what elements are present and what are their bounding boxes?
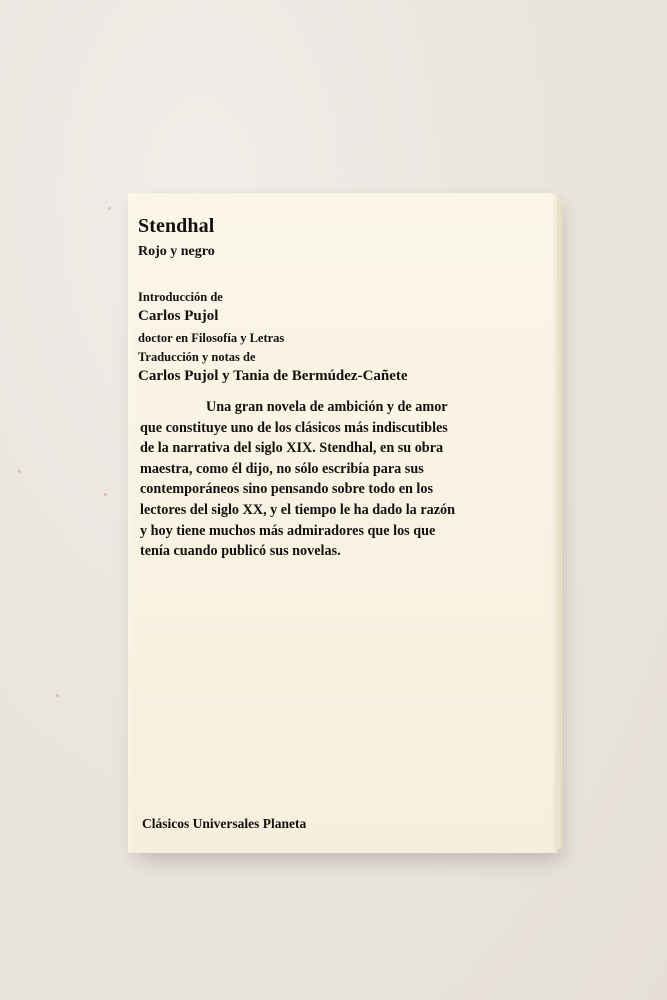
page-edges — [557, 197, 562, 849]
introduction-label: Introducción de — [138, 290, 223, 304]
backdrop-speck — [108, 207, 111, 210]
blurb-line: contemporáneos sino pensando sobre todo en los — [140, 481, 433, 498]
backdrop-speck — [56, 694, 59, 697]
translators: Carlos Pujol y Tania de Bermúdez-Cañete — [138, 368, 408, 384]
blurb-paragraph — [140, 397, 548, 562]
introduction-author: Carlos Pujol — [138, 308, 219, 324]
blurb-line: Una gran novela de ambición y de amor — [206, 399, 448, 415]
translation-label: Traducción y notas de — [138, 350, 256, 364]
publisher-imprint: Clásicos Universales Planeta — [142, 816, 307, 831]
book-title: Rojo y negro — [138, 244, 215, 259]
book-back-cover — [128, 193, 558, 853]
blurb-line: tenía cuando publicó sus novelas. — [140, 543, 341, 560]
blurb-line: lectores del siglo XX, y el tiempo le ha dado la razón — [140, 501, 455, 518]
backdrop-speck — [18, 470, 21, 473]
blurb-line: que constituye uno de los clásicos más indiscutibles — [140, 419, 448, 436]
author-name: Stendhal — [138, 215, 215, 237]
backdrop-speck — [104, 493, 107, 496]
introduction-credential: doctor en Filosofía y Letras — [138, 331, 285, 345]
blurb-line: y hoy tiene muchos más admiradores que los que — [140, 522, 436, 539]
blurb-line: maestra, como él dijo, no sólo escribía para sus — [140, 460, 424, 477]
blurb-line: de la narrativa del siglo XIX. Stendhal, en su obra — [140, 440, 444, 457]
